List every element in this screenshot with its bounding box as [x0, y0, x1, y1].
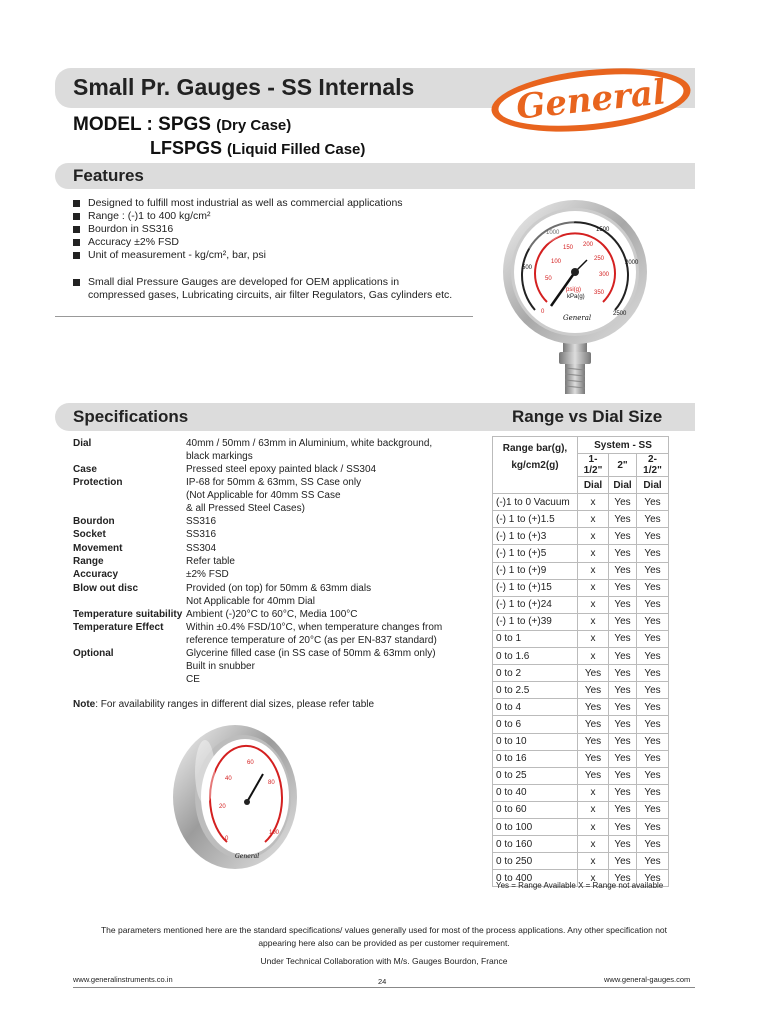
- table-header-size: 1-1/2": [578, 454, 609, 477]
- availability-cell: x: [578, 648, 609, 665]
- inner-tick: 0: [541, 309, 545, 315]
- table-legend: Yes = Range Available X = Range not available: [496, 881, 664, 890]
- range-cell: 0 to 10: [493, 733, 578, 750]
- availability-cell: Yes: [637, 665, 669, 682]
- footer-note: The parameters mentioned here are the standard specifications/ values generally used for most of the process applications. Any other specification not appearing here also can be provided as per customer requirement.: [100, 925, 668, 948]
- range-cell: (-)1 to 0 Vacuum: [493, 494, 578, 511]
- gauge2-tick: 60: [247, 760, 254, 766]
- availability-cell: Yes: [637, 699, 669, 716]
- spec-key: Case: [73, 464, 97, 475]
- spec-key: Accuracy: [73, 569, 119, 580]
- unit-label: kPa(g): [567, 294, 585, 300]
- table-header-dial-label: Dial: [609, 477, 637, 494]
- availability-cell: x: [578, 596, 609, 613]
- table-header-size: 2-1/2": [637, 454, 669, 477]
- spec-key: Optional: [73, 648, 114, 659]
- table-row: [493, 562, 669, 579]
- range-cell: 0 to 6: [493, 716, 578, 733]
- spec-key: Bourdon: [73, 516, 115, 527]
- logo-text: General: [514, 72, 668, 128]
- extra-line-1: Small dial Pressure Gauges are developed for OEM applications in: [88, 276, 400, 288]
- divider: [55, 316, 473, 317]
- inner-tick: 300: [599, 272, 610, 278]
- gauge2-tick: 40: [225, 776, 232, 782]
- availability-cell: Yes: [637, 733, 669, 750]
- spec-value: SS316: [186, 529, 217, 540]
- spec-value: ±2% FSD: [186, 569, 229, 580]
- range-cell: 0 to 40: [493, 784, 578, 801]
- spec-key: Blow out disc: [73, 583, 138, 594]
- table-row: [493, 784, 669, 801]
- range-cell: 0 to 60: [493, 801, 578, 818]
- outer-tick: 2000: [625, 260, 639, 266]
- table-row: [493, 682, 669, 699]
- page-title: Small Pr. Gauges - SS Internals: [73, 74, 415, 100]
- spec-key: Temperature suitability: [73, 609, 183, 620]
- spec-value: Within ±0.4% FSD/10°C, when temperature changes from reference temperature of 20°C (as per EN-837 standard): [186, 622, 443, 646]
- table-row: [493, 836, 669, 853]
- availability-cell: x: [578, 511, 609, 528]
- range-cell: (-) 1 to (+)39: [493, 613, 578, 630]
- availability-cell: Yes: [637, 784, 669, 801]
- availability-cell: Yes: [578, 750, 609, 767]
- availability-cell: Yes: [578, 699, 609, 716]
- availability-cell: x: [578, 579, 609, 596]
- inner-tick: 350: [594, 290, 605, 296]
- availability-cell: Yes: [637, 682, 669, 699]
- availability-cell: x: [578, 562, 609, 579]
- table-row: [493, 818, 669, 835]
- table-header-range: Range bar(g), kg/cm2(g): [493, 437, 578, 494]
- availability-cell: Yes: [609, 545, 637, 562]
- range-cell: (-) 1 to (+)9: [493, 562, 578, 579]
- availability-cell: Yes: [609, 528, 637, 545]
- model-note: (Dry Case): [216, 117, 292, 134]
- liquid-filled-gauge-image: [165, 712, 315, 882]
- gauge2-tick: 80: [268, 780, 275, 786]
- features-list: [73, 197, 403, 262]
- range-cell: 0 to 250: [493, 853, 578, 870]
- outer-tick: 1000: [546, 230, 560, 236]
- inner-tick: 250: [594, 256, 605, 262]
- range-cell: (-) 1 to (+)24: [493, 596, 578, 613]
- spec-value: SS304: [186, 543, 217, 554]
- spec-value: Provided (on top) for 50mm & 63mm dials Not Applicable for 40mm Dial: [186, 583, 372, 607]
- availability-cell: Yes: [609, 511, 637, 528]
- range-table-body: [493, 494, 669, 887]
- availability-cell: x: [578, 630, 609, 647]
- table-row: [493, 699, 669, 716]
- inner-tick: 100: [551, 259, 562, 265]
- availability-cell: Yes: [637, 545, 669, 562]
- table-row: [493, 545, 669, 562]
- range-cell: (-) 1 to (+)15: [493, 579, 578, 596]
- availability-cell: Yes: [637, 801, 669, 818]
- availability-cell: Yes: [609, 767, 637, 784]
- range-cell: 0 to 100: [493, 818, 578, 835]
- availability-cell: Yes: [609, 613, 637, 630]
- inner-tick: 200: [583, 242, 594, 248]
- features-extra: [73, 276, 452, 302]
- table-row: [493, 750, 669, 767]
- spec-key: Socket: [73, 529, 106, 540]
- table-row: [493, 648, 669, 665]
- range-table-title: Range vs Dial Size: [512, 407, 663, 426]
- list-item: Bourdon in SS316: [73, 223, 403, 236]
- availability-cell: Yes: [609, 733, 637, 750]
- model-line-1: [73, 114, 291, 136]
- unit-label: psi(g): [566, 287, 582, 293]
- gauge2-tick: 20: [219, 804, 226, 810]
- table-header-row: [493, 437, 669, 454]
- availability-cell: x: [578, 784, 609, 801]
- table-row: [493, 716, 669, 733]
- availability-cell: Yes: [578, 767, 609, 784]
- outer-tick: 1500: [596, 227, 610, 233]
- table-row: [493, 528, 669, 545]
- spec-note: [73, 699, 374, 710]
- availability-cell: Yes: [609, 784, 637, 801]
- spec-value: IP-68 for 50mm & 63mm, SS Case only (Not Applicable for 40mm SS Case & all Pressed Steel Cases): [186, 477, 362, 514]
- list-item: Designed to fulfill most industrial as well as commercial applications: [73, 197, 403, 210]
- availability-cell: Yes: [637, 870, 669, 887]
- availability-cell: x: [578, 613, 609, 630]
- spec-value: 40mm / 50mm / 63mm in Aluminium, white background, black markings: [186, 438, 433, 462]
- model-note-2: (Liquid Filled Case): [227, 141, 366, 158]
- availability-cell: Yes: [637, 836, 669, 853]
- table-row: [493, 630, 669, 647]
- range-cell: (-) 1 to (+)5: [493, 545, 578, 562]
- availability-cell: Yes: [609, 648, 637, 665]
- availability-cell: x: [578, 818, 609, 835]
- model-line-2: [150, 138, 365, 159]
- availability-cell: Yes: [609, 579, 637, 596]
- table-row: [493, 853, 669, 870]
- availability-cell: Yes: [637, 613, 669, 630]
- availability-cell: Yes: [609, 853, 637, 870]
- availability-cell: Yes: [637, 853, 669, 870]
- general-logo: [486, 56, 696, 140]
- spec-value: Pressed steel epoxy painted black / SS304: [186, 464, 377, 475]
- table-header-dial-label: Dial: [578, 477, 609, 494]
- availability-cell: Yes: [637, 596, 669, 613]
- availability-cell: x: [578, 836, 609, 853]
- gauge-brand: General: [563, 314, 592, 322]
- table-header-dial-label: Dial: [637, 477, 669, 494]
- outer-tick: 500: [522, 265, 533, 271]
- table-row: [493, 767, 669, 784]
- list-item: Accuracy ±2% FSD: [73, 236, 403, 249]
- availability-cell: Yes: [637, 648, 669, 665]
- table-header-size: 2": [609, 454, 637, 477]
- table-row: [493, 665, 669, 682]
- availability-cell: Yes: [609, 750, 637, 767]
- specifications-title: Specifications: [73, 407, 189, 426]
- range-cell: 0 to 25: [493, 767, 578, 784]
- range-table: [492, 436, 669, 887]
- features-bar: [55, 163, 695, 189]
- range-cell: 0 to 1: [493, 630, 578, 647]
- spec-key: Protection: [73, 477, 123, 488]
- spec-value: Refer table: [186, 556, 235, 567]
- inner-tick: 150: [563, 245, 574, 251]
- availability-cell: x: [578, 545, 609, 562]
- range-cell: 0 to 2.5: [493, 682, 578, 699]
- availability-cell: x: [578, 494, 609, 511]
- spec-value: Glycerine filled case (in SS case of 50mm & 63mm only) Built in snubber CE: [186, 648, 436, 685]
- availability-cell: Yes: [609, 562, 637, 579]
- inner-tick: 50: [545, 276, 552, 282]
- availability-cell: x: [578, 528, 609, 545]
- range-cell: (-) 1 to (+)1.5: [493, 511, 578, 528]
- spec-key: Movement: [73, 543, 123, 554]
- availability-cell: Yes: [609, 665, 637, 682]
- table-row: [493, 733, 669, 750]
- availability-cell: Yes: [637, 716, 669, 733]
- availability-cell: Yes: [637, 562, 669, 579]
- availability-cell: Yes: [637, 767, 669, 784]
- availability-cell: x: [578, 801, 609, 818]
- availability-cell: Yes: [609, 716, 637, 733]
- collaboration-note: Under Technical Collaboration with M/s. Gauges Bourdon, France: [260, 956, 508, 966]
- availability-cell: Yes: [609, 494, 637, 511]
- features-title: Features: [73, 166, 144, 185]
- availability-cell: x: [578, 853, 609, 870]
- availability-cell: Yes: [637, 818, 669, 835]
- note-text: : For availability ranges in different dial sizes, please refer table: [95, 699, 375, 710]
- range-cell: 0 to 160: [493, 836, 578, 853]
- footer-left-url[interactable]: www.generalinstruments.co.in: [73, 975, 173, 984]
- range-cell: 0 to 1.6: [493, 648, 578, 665]
- outer-tick: 2500: [613, 311, 627, 317]
- availability-cell: Yes: [609, 630, 637, 647]
- list-item: Unit of measurement - kg/cm², bar, psi: [73, 249, 403, 262]
- table-row: [493, 494, 669, 511]
- availability-cell: Yes: [637, 630, 669, 647]
- availability-cell: Yes: [609, 596, 637, 613]
- table-row: [493, 511, 669, 528]
- note-label: Note: [73, 699, 96, 710]
- availability-cell: Yes: [609, 801, 637, 818]
- model-label-2: LFSPGS: [150, 138, 223, 158]
- table-row: [493, 613, 669, 630]
- footer-rule: [73, 987, 695, 988]
- gauge2-brand: General: [235, 853, 260, 860]
- availability-cell: Yes: [609, 699, 637, 716]
- gauge2-tick: 0: [225, 836, 229, 842]
- availability-cell: Yes: [578, 716, 609, 733]
- availability-cell: Yes: [637, 528, 669, 545]
- availability-cell: Yes: [609, 836, 637, 853]
- spec-value: SS316: [186, 516, 217, 527]
- range-cell: 0 to 2: [493, 665, 578, 682]
- spec-value: Ambient (-)20°C to 60°C, Media 100°C: [186, 609, 358, 620]
- table-row: [493, 579, 669, 596]
- spec-key: Temperature Effect: [73, 622, 164, 633]
- gauge2-tick: 100: [269, 830, 280, 836]
- spec-key: Range: [73, 556, 104, 567]
- availability-cell: Yes: [637, 494, 669, 511]
- table-row: [493, 596, 669, 613]
- availability-cell: Yes: [637, 511, 669, 528]
- list-item: Range : (-)1 to 400 kg/cm²: [73, 210, 403, 223]
- availability-cell: Yes: [609, 682, 637, 699]
- spec-key: Dial: [73, 438, 92, 449]
- availability-cell: Yes: [578, 733, 609, 750]
- page-number: 24: [378, 977, 387, 986]
- availability-cell: Yes: [609, 818, 637, 835]
- footer-right-url[interactable]: www.general-gauges.com: [604, 975, 691, 984]
- availability-cell: Yes: [609, 870, 637, 887]
- list-item: [73, 276, 452, 302]
- range-cell: (-) 1 to (+)3: [493, 528, 578, 545]
- pressure-gauge-image: [495, 198, 655, 398]
- table-header-system: System - SS: [578, 437, 669, 454]
- table-row: [493, 801, 669, 818]
- range-cell: 0 to 4: [493, 699, 578, 716]
- model-label: MODEL : SPGS: [73, 114, 211, 135]
- availability-cell: Yes: [578, 665, 609, 682]
- range-cell: 0 to 400: [493, 870, 578, 887]
- availability-cell: Yes: [578, 682, 609, 699]
- extra-line-2: compressed gases, Lubricating circuits, air filter Regulators, Gas cylinders etc.: [88, 289, 453, 301]
- availability-cell: Yes: [637, 750, 669, 767]
- range-cell: 0 to 16: [493, 750, 578, 767]
- availability-cell: Yes: [637, 579, 669, 596]
- availability-cell: x: [578, 870, 609, 887]
